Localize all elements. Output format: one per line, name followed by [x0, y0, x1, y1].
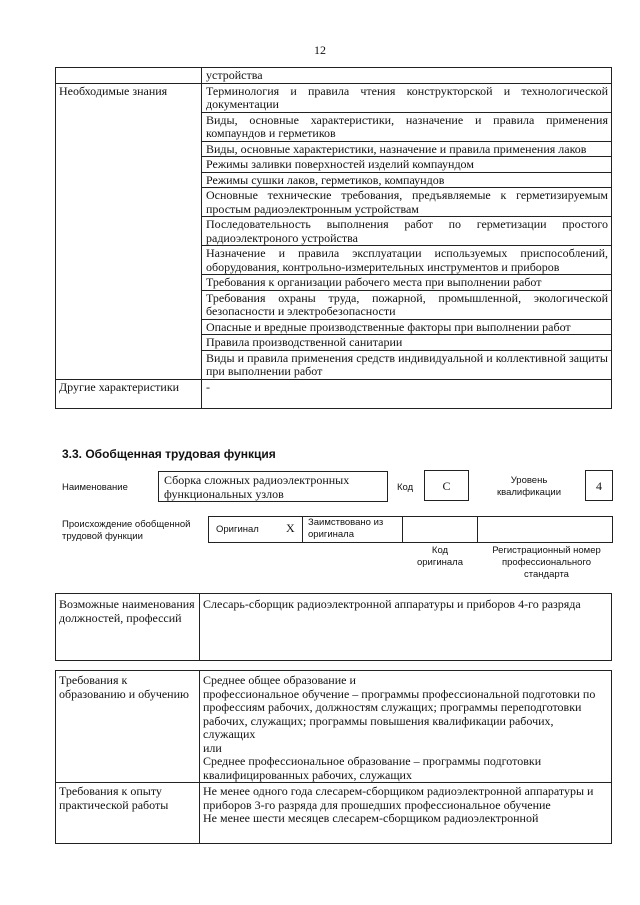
education-line: профессиональное обучение – программы профессиональной подготовки по профессиям рабочих, должностям служащих; программы переподготовки рабочих, служащих; программы повышения квалификации рабочих, служащих — [203, 686, 596, 741]
knowledge-item: Последовательность выполнения работ по герметизации простого радиоэлектроного устройства — [202, 217, 612, 246]
knowledge-item: Основные технические требования, предъявляемые к герметизируемым простым радиоэлектронным устройствам — [202, 188, 612, 217]
borrowed-label: Заимствовано из оригинала — [308, 517, 384, 540]
knowledge-item: Виды и правила применения средств индивидуальной и коллективной защиты при выполнении работ — [202, 350, 612, 379]
education-line: Среднее общее образование и — [203, 673, 356, 687]
knowledge-item: Виды, основные характеристики, назначение и правила применения лаков — [202, 141, 612, 157]
knowledge-item: Режимы заливки поверхностей изделий компаундом — [202, 157, 612, 173]
knowledge-item: Назначение и правила эксплуатации используемых приспособлений, оборудования, контрольно-измерительных инструментов и приборов — [202, 246, 612, 275]
origin-divider — [477, 516, 478, 543]
positions-value: Слесарь-сборщик радиоэлектронной аппаратуры и приборов 4-го разряда — [200, 594, 612, 661]
code-label: Код — [397, 482, 414, 493]
other-characteristics-label: Другие характеристики — [56, 379, 202, 408]
code-box: C — [424, 470, 469, 501]
experience-value — [200, 783, 612, 844]
level-box: 4 — [585, 470, 613, 501]
code-caption: Код оригинала — [416, 545, 463, 568]
education-label: Требования к образованию и обучению — [56, 671, 200, 783]
level-label: Уровень квалификации — [496, 475, 562, 498]
education-value — [200, 671, 612, 783]
requirements-table — [55, 670, 612, 844]
knowledge-item: Терминология и правила чтения конструкторской и технологической документации — [202, 83, 612, 112]
education-line: или — [203, 740, 222, 755]
experience-line: Не менее одного года слесарем-сборщиком радиоэлектронной аппаратуры и приборов 3-го разряда для прошедших профессиональное обучение — [203, 784, 594, 812]
function-name-box: Сборка сложных радиоэлектронных функциональных узлов — [158, 471, 388, 502]
origin-divider — [402, 516, 403, 543]
knowledge-item: Режимы сушки лаков, герметиков, компаундов — [202, 172, 612, 188]
reg-caption: Регистрационный номер профессионального стандарта — [492, 545, 601, 580]
knowledge-item: Требования охраны труда, пожарной, промышленной, экологической безопасности и электробезопасности — [202, 290, 612, 319]
experience-label: Требования к опыту практической работы — [56, 783, 200, 844]
experience-line: Не менее шести месяцев слесарем-сборщиком радиоэлектронной — [203, 811, 539, 825]
knowledge-item: Опасные и вредные производственные факторы при выполнении работ — [202, 319, 612, 335]
name-label: Наименование — [62, 482, 128, 493]
knowledge-table — [55, 67, 612, 409]
section-title: 3.3. Обобщенная трудовая функция — [62, 447, 276, 461]
origin-label: Происхождение обобщенной трудовой функции — [62, 519, 191, 542]
knowledge-item: Требования к организации рабочего места при выполнении работ — [202, 275, 612, 291]
education-line: Среднее профессиональное образование – программы подготовки квалифицированных рабочих, служащих — [203, 754, 542, 782]
knowledge-item: Правила производственной санитарии — [202, 335, 612, 351]
continuation-cell: устройства — [202, 68, 612, 84]
page-number: 12 — [314, 43, 326, 57]
empty-cell — [56, 68, 202, 84]
positions-table — [55, 593, 612, 661]
positions-label: Возможные наименования должностей, профессий — [56, 594, 200, 661]
origin-box — [208, 516, 613, 543]
original-label: Оригинал — [216, 524, 259, 535]
other-characteristics-value: - — [202, 379, 612, 408]
origin-divider — [302, 516, 303, 543]
knowledge-label: Необходимые знания — [56, 83, 202, 379]
knowledge-item: Виды, основные характеристики, назначение и правила применения компаундов и герметиков — [202, 112, 612, 141]
original-mark: X — [286, 521, 295, 535]
